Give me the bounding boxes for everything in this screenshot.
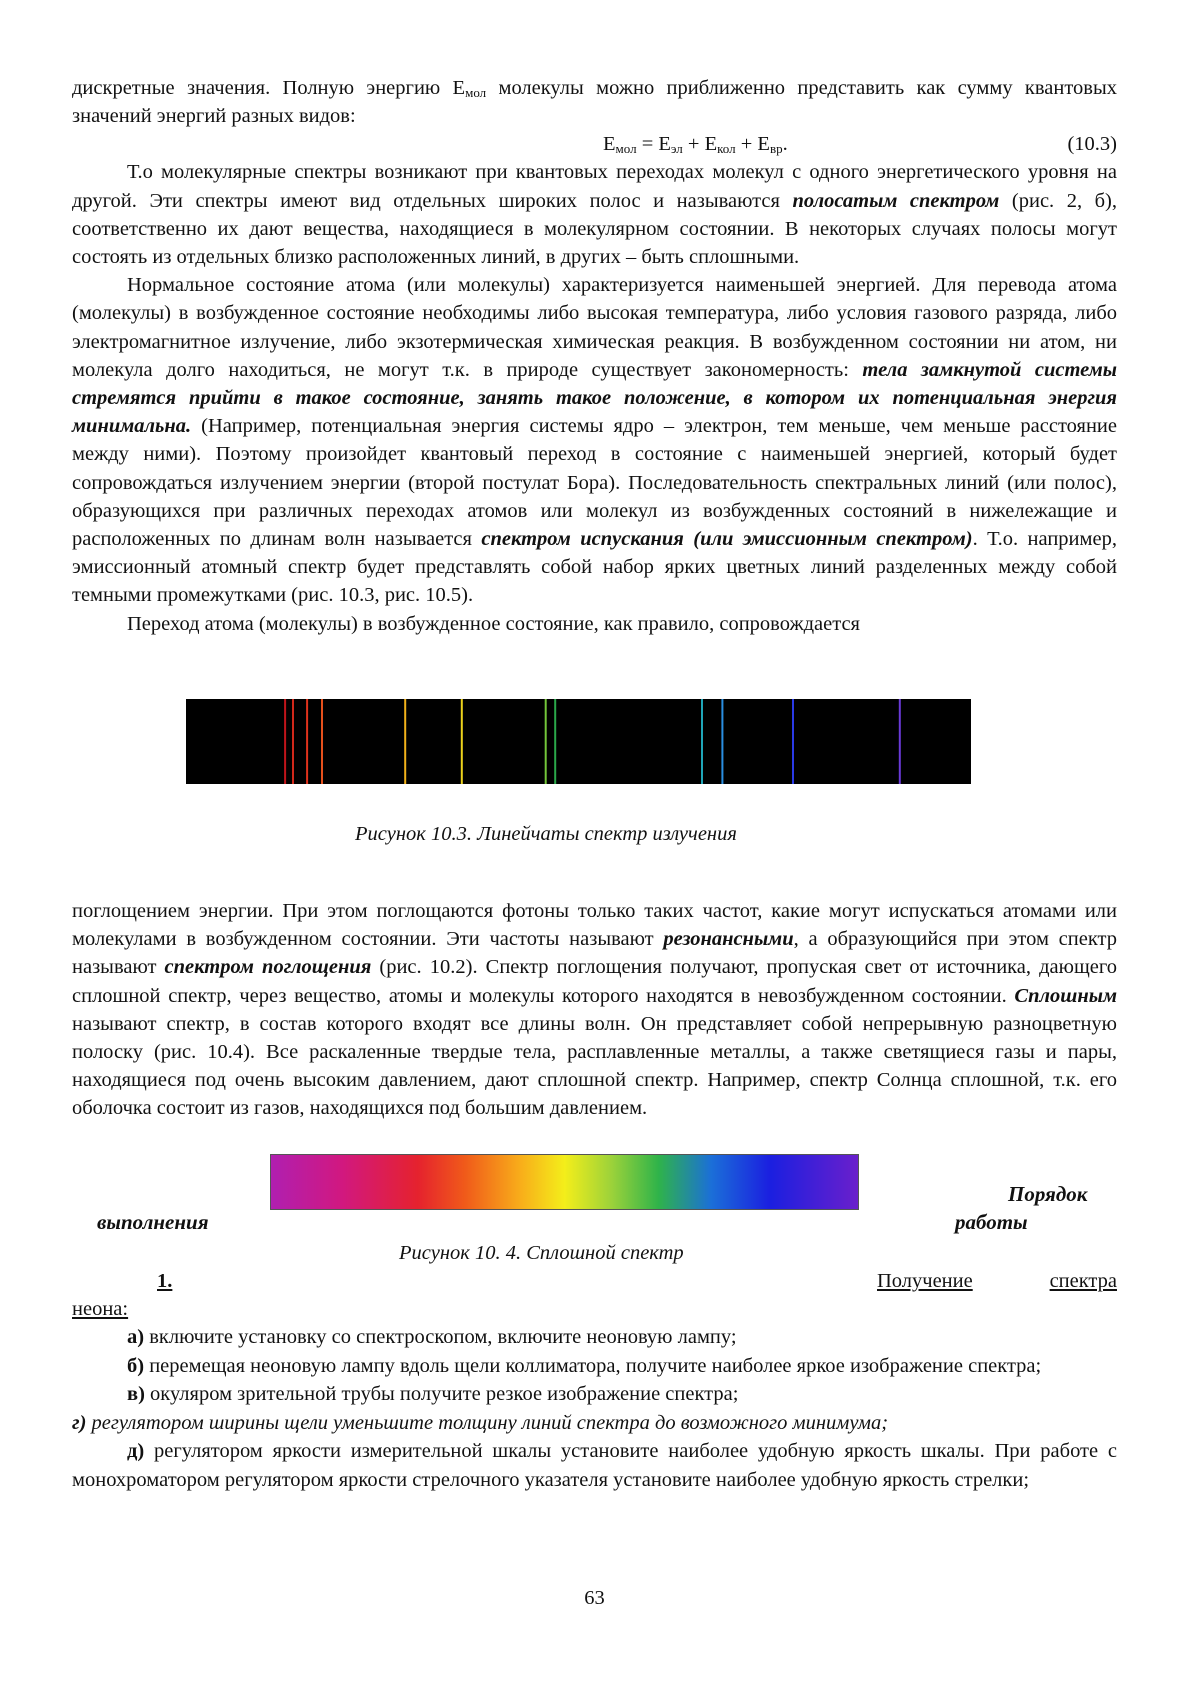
formula-10-3 [72,130,1117,158]
paragraph-1: дискретные значения. Полную энергию $E_{мол}$ молекулы можно приближенно представить как сумму квантовых значений энергий разных видов: [72,77,1118,128]
spectral-line-2 [292,699,294,784]
heading-word-vypolneniya: выполнения [97,1210,209,1234]
text-block-top [72,74,1117,638]
spectral-line-6 [461,699,463,784]
spectral-line-7 [545,699,547,784]
spectral-line-3 [306,699,308,784]
spectral-line-9 [701,699,703,784]
paragraph-2: Т.о молекулярные спектры возникают при квантовых переходах молекул с одного энергетического уровня на другой. Эти спектры имеют вид отдельных широких полос и называются полосатым спектром (рис. 2, б), соответственно их дают вещества, находящиеся в молекулярном состоянии. В некоторых случаях полосы могут состоять из отдельных близко расположенных линий, в других – быть сплошными. [72,161,1118,269]
paragraph-4: Переход атома (молекулы) в возбужденное состояние, как правило, сопровождается [127,612,860,635]
paragraph-5: поглощением энергии. При этом поглощаются фотоны только таких частот, какие могут испускаться атомами или молекулами в возбужденном состоянии. Эти частоты называют резонансными, а образующийся при этом спектр называют спектром поглощения (рис. 10.2). Спектр поглощения получают, пропуская свет от источника, дающего сплошной спектр, через вещество, атомы и молекулы которого находятся в невозбужденном состоянии. Сплошным называют спектр, в состав которого входят все длины волн. Он представляет собой непрерывную разноцветную полоску (рис. 10.4). Все раскаленные твердые тела, расплавленные металлы, а также светящиеся газы и пары, находящиеся под очень высоким давлением, дают сплошной спектр. Например, спектр Солнца сплошной, т.к. его оболочка состоит из газов, находящихся под большим давлением. [72,900,1117,1120]
spectral-line-10 [721,699,723,784]
spectral-line-1 [284,699,286,784]
continuous-spectrum-image [270,1154,859,1210]
figure-10-4-caption: Рисунок 10. 4. Сплошной спектр [399,1242,684,1264]
text-block-middle [72,897,1117,1123]
steps-list [72,1323,1117,1494]
step-1-number: 1. [157,1270,173,1292]
heading-word-raboty: работы [955,1210,1028,1234]
spectral-line-5 [404,699,406,784]
spectral-line-11 [792,699,794,784]
step-a: а) включите установку со спектроскопом, включите неоновую лампу; [127,1326,737,1348]
step-c: в) окуляром зрительной трубы получите резкое изображение спектра; [127,1383,739,1405]
step-b: б) перемещая неоновую лампу вдоль щели коллиматора, получите наиболее яркое изображение спектра; [127,1354,1042,1377]
step-d: г) регулятором ширины щели уменьшите толщину линий спектра до возможного минимума; [72,1411,889,1434]
step-1-title-cont: неона: [72,1298,129,1320]
paragraph-3: Нормальное состояние атома (или молекулы) характеризуется наименьшей энергией. Для перевода атома (молекулы) в возбужденное состояние необходимы либо высокая температура, либо условия газового разряда, либо электромагнитное излучение, либо экзотермическая химическая реакция. В возбужденном состоянии ни атом, ни молекула долго находиться, не могут т.к. в природе существует закономерность: тела замкнутой системы стремятся прийти в такое состояние, занять такое положение, в котором их потенциальная энергия минимальна. (Например, потенциальная энергия системы ядро – электрон, тем меньше, чем меньше расстояние между ними). Поэтому произойдет квантовый переход в состояние с наименьшей энергией, который будет сопровождаться излучением энергии (второй постулат Бора). Последовательность спектральных линий (или полос), образующихся при различных переходах атомов или молекул из возбужденных состояний в нижележащие и расположенных по длинам волн называется спектром испускания (или эмиссионным спектром). Т.о. например, эмиссионный атомный спектр будет представлять собой набор ярких цветных линий разделенных между собой темными промежутками (рис. 10.3, рис. 10.5). [72,274,1117,607]
step-1-title: Получение спектра [877,1270,1117,1292]
line-emission-spectrum-image [186,699,971,784]
step-e: д) регулятором яркости измерительной шкалы установите наиболее удобную яркость шкалы. При работе с монохроматором регулятором яркости стрелочного указателя установите наиболее удобную яркость стрелки; [72,1440,1117,1491]
page-number: 63 [584,1587,605,1609]
formula-number: (10.3) [1067,133,1117,156]
spectral-line-4 [321,699,323,784]
figure-10-3-caption: Рисунок 10.3. Линейчаты спектр излучения [355,823,737,845]
heading-word-poryadok: Порядок [1008,1182,1088,1206]
spectral-line-12 [899,699,901,784]
spectral-line-8 [554,699,556,784]
formula-expression: $E_{мол} = E_{эл} + E_{кол} + E_{вр}$. [603,133,788,157]
